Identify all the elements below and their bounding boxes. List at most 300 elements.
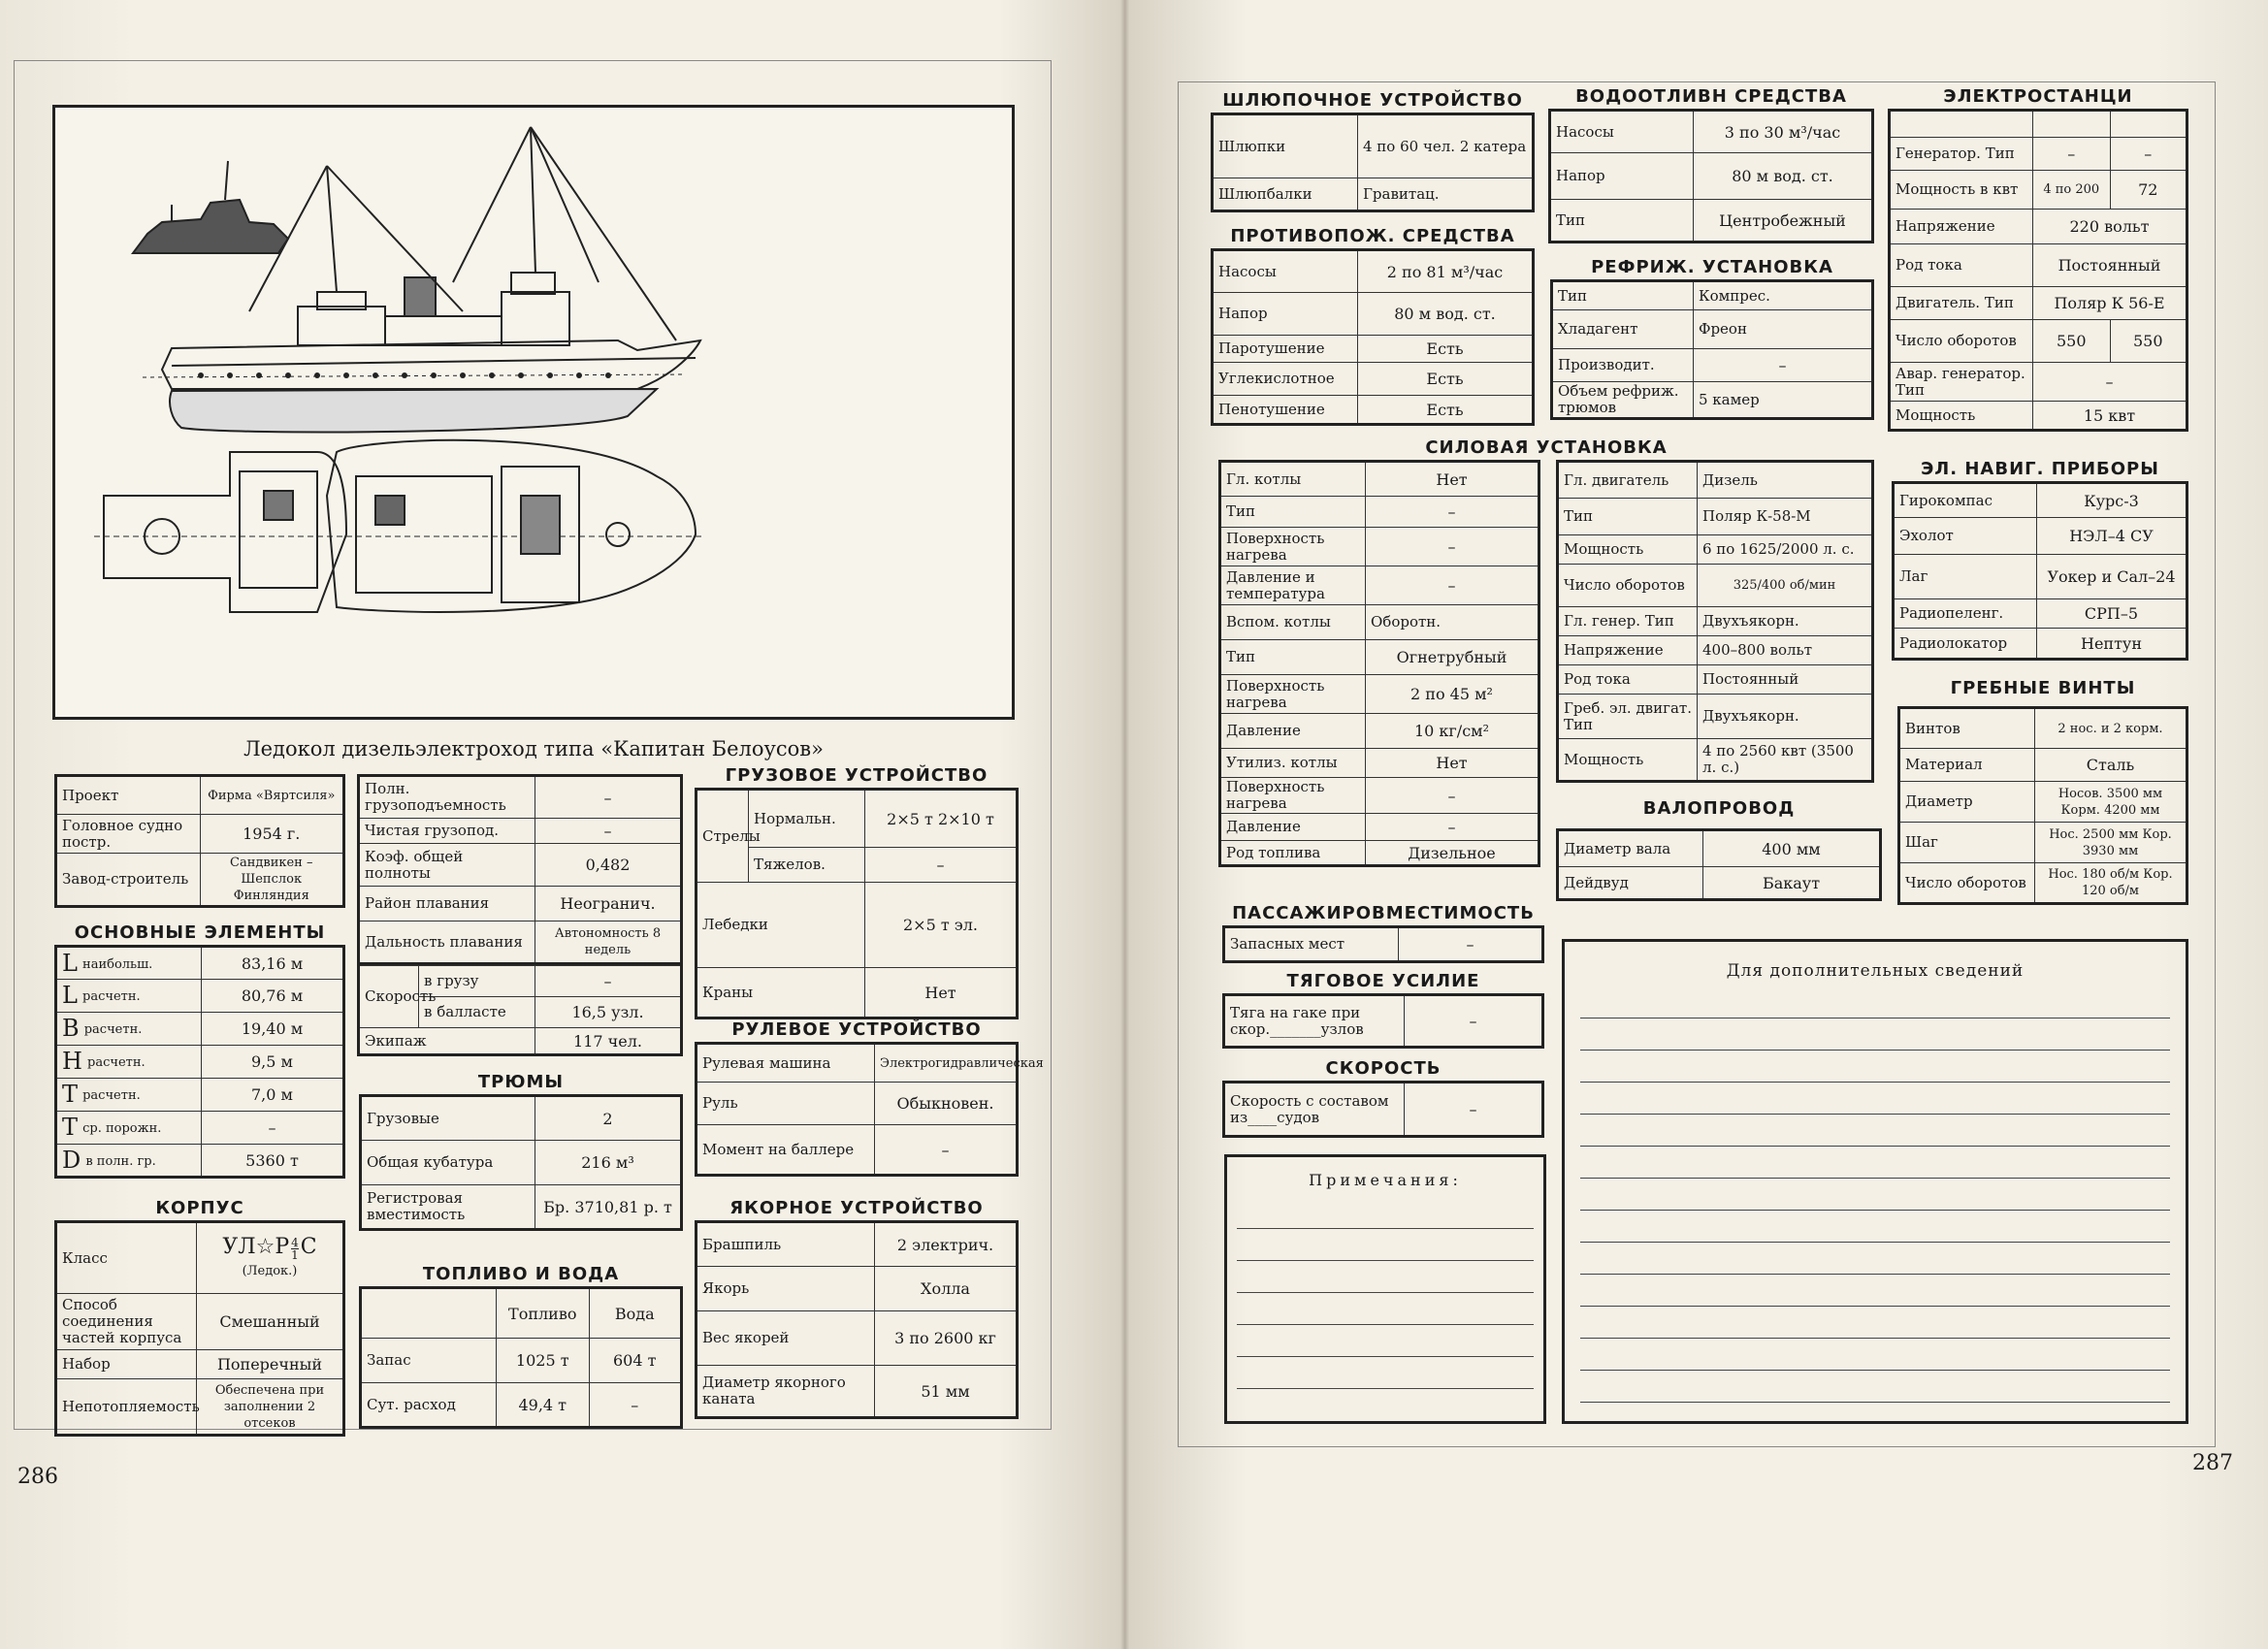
note-line[interactable] (1237, 1293, 1534, 1325)
holds-title: ТРЮМЫ (477, 1072, 565, 1092)
main-elements-title: ОСНОВНЫЕ ЭЛЕМЕНТЫ (74, 922, 326, 943)
fuel-value: 1025 т (497, 1339, 590, 1383)
fire-row-value: Есть (1358, 336, 1534, 363)
ps-row-label: Число оборотов (1890, 320, 2033, 363)
pp-row-value: – (1366, 528, 1539, 566)
fuel-row-label: Запас (361, 1339, 497, 1383)
pp-row-value: Постоянный (1698, 665, 1873, 695)
dim-label: расчетн. (87, 1055, 146, 1070)
anchor-row-value: 2 электрич. (875, 1222, 1018, 1267)
cranes-value: Нет (865, 968, 1018, 1018)
prop-row-value: Нос. 180 об/м Кор. 120 об/м (2035, 863, 2187, 904)
ps-row-label: Двигатель. Тип (1890, 287, 2033, 320)
speed-with-convoy-table (1222, 1081, 1544, 1138)
pp-row-label: Греб. эл. двигат. Тип (1558, 695, 1698, 739)
propellers-table (1897, 706, 2188, 905)
towing-value: – (1405, 995, 1543, 1048)
shaft-row-label: Диаметр вала (1558, 830, 1703, 867)
power-station-table (1888, 109, 2188, 432)
pp-row-value: 400–800 вольт (1698, 636, 1873, 665)
dim-label: наибольш. (82, 956, 153, 972)
crew-value: 117 чел. (535, 1028, 682, 1055)
fuel-water-block (359, 1263, 683, 1429)
note-line[interactable] (1237, 1325, 1534, 1357)
pp-row-label: Гл. двигатель (1558, 462, 1698, 499)
drawing-caption: Ледокол дизельэлектроход типа «Капитан Белоусов» (243, 737, 824, 760)
dim-value: 19,40 м (202, 1013, 344, 1046)
class-note: (Ледок.) (242, 1264, 298, 1278)
cargo-row-label: Коэф. общей полноты (359, 844, 535, 887)
info-line[interactable] (1580, 1275, 2170, 1307)
nav-row-value: СРП–5 (2037, 599, 2187, 629)
steering-row-label: Момент на баллере (697, 1125, 875, 1176)
fire-row-value: 80 м вод. ст. (1358, 293, 1534, 336)
passenger-block (1222, 902, 1544, 963)
pp-row-label: Тип (1220, 640, 1366, 675)
dim-label: расчетн. (83, 1022, 143, 1037)
cargo-row-value: Автономность 8 недель (535, 922, 682, 964)
fire-title: ПРОТИВОПОЖ. СРЕДСТВА (1230, 226, 1515, 246)
pp-row-value: Двухъякорн. (1698, 607, 1873, 636)
dim-symbol: B (62, 1015, 80, 1042)
fuel-row-label: Сут. расход (361, 1383, 497, 1428)
refrig-row-value: Фреон (1694, 310, 1873, 349)
pp-row-value: Нет (1366, 749, 1539, 778)
fire-row-label: Паротушение (1213, 336, 1358, 363)
hull-row-label: Способ соединения частей корпуса (56, 1294, 197, 1350)
passenger-title: ПАССАЖИРОВМЕСТИМОСТЬ (1232, 903, 1535, 923)
anchor-table (695, 1220, 1019, 1419)
pp-row-value: Оборотн. (1366, 605, 1539, 640)
pp-row-label: Давление и температура (1220, 566, 1366, 605)
dim-value: 80,76 м (202, 980, 344, 1013)
steering-table (695, 1042, 1044, 1177)
ship-drawing (52, 105, 1015, 720)
shaft-row-value: 400 мм (1703, 830, 1881, 867)
cargo-row-label: Дальность плавания (359, 922, 535, 964)
info-line[interactable] (1580, 1147, 2170, 1179)
speed-block (1222, 1057, 1544, 1138)
refrig-row-label: Производит. (1552, 349, 1694, 382)
info-line[interactable] (1580, 1018, 2170, 1051)
drainage-row-value: Центробежный (1694, 200, 1873, 242)
hull-table (54, 1220, 345, 1437)
water-header: Вода (589, 1288, 682, 1339)
dim-symbol: D (62, 1146, 81, 1174)
power-station-block (1888, 85, 2188, 432)
steering-row-label: Руль (697, 1083, 875, 1125)
project-value: Фирма «Вяртсиля» (200, 776, 344, 815)
note-line[interactable] (1237, 1261, 1534, 1293)
boats-block (1211, 89, 1535, 212)
class-label: Класс (56, 1222, 197, 1294)
dim-symbol: T (62, 1081, 79, 1108)
pp-row-label: Давление (1220, 814, 1366, 841)
speed-row-label: в грузу (419, 966, 535, 997)
boom-row-value: 2×5 т 2×10 т (865, 790, 1018, 848)
anchor-row-value: 51 мм (875, 1366, 1018, 1418)
cargo-row-value: – (535, 776, 682, 819)
pp-row-value: 325/400 об/мин (1698, 565, 1873, 607)
cranes-label: Краны (697, 968, 865, 1018)
info-line[interactable] (1580, 1083, 2170, 1115)
power-station-title: ЭЛЕКТРОСТАНЦИ (1943, 86, 2133, 107)
pp-row-value: Дизель (1698, 462, 1873, 499)
pp-row-label: Гл. генер. Тип (1558, 607, 1698, 636)
winches-label: Лебедки (697, 883, 865, 968)
pp-row-value: – (1366, 566, 1539, 605)
ps-cell (2033, 111, 2111, 138)
pp-row-value: 6 по 1625/2000 л. с. (1698, 535, 1873, 565)
towing-title: ТЯГОВОЕ УСИЛИЕ (1286, 971, 1480, 991)
winches-value: 2×5 т эл. (865, 883, 1018, 968)
shafting-title: ВАЛОПРОВОД (1642, 798, 1796, 819)
prop-row-value: Нос. 2500 мм Кор. 3930 мм (2035, 823, 2187, 863)
nav-row-label: Гирокомпас (1894, 483, 2037, 518)
fuel-header-empty (361, 1288, 497, 1339)
prop-row-label: Число оборотов (1899, 863, 2035, 904)
pp-row-label: Поверхность нагрева (1220, 528, 1366, 566)
pp-row-label: Поверхность нагрева (1220, 675, 1366, 714)
cargo-row-value: – (535, 819, 682, 844)
ps-row-value: 15 квт (2033, 402, 2187, 431)
pp-row-value: – (1366, 778, 1539, 814)
refrig-block (1550, 256, 1874, 420)
dim-symbol: L (62, 982, 78, 1009)
hull-row-value: Поперечный (197, 1350, 344, 1379)
ps-row-value: 4 по 200 (2033, 171, 2111, 210)
cargo-row-value: Неогранич. (535, 887, 682, 922)
power-plant-right-table (1556, 460, 1874, 783)
pp-row-label: Давление (1220, 714, 1366, 749)
ps-row-value: 220 вольт (2033, 210, 2187, 244)
boats-row-label: Шлюпки (1213, 114, 1358, 178)
ps-row-label: Напряжение (1890, 210, 2033, 244)
steering-row-value: Обыкновен. (875, 1083, 1018, 1125)
cargo-info-table (357, 774, 683, 965)
fire-block (1211, 225, 1535, 426)
additional-info-title: Для дополнительных сведений (1726, 961, 2025, 981)
boats-table (1211, 113, 1535, 212)
ps-row-value: 72 (2110, 171, 2187, 210)
main-elements-block (54, 922, 345, 1179)
info-line[interactable] (1580, 1371, 2170, 1403)
dim-symbol: H (62, 1048, 82, 1075)
ps-row-value: 550 (2033, 320, 2111, 363)
cargo-gear-title: ГРУЗОВОЕ УСТРОЙСТВО (725, 765, 988, 786)
fire-row-label: Насосы (1213, 250, 1358, 293)
project-info-table (54, 774, 345, 908)
passenger-row-label: Запасных мест (1224, 927, 1399, 962)
page-number-right: 287 (2192, 1451, 2233, 1475)
info-line[interactable] (1580, 1339, 2170, 1371)
note-line[interactable] (1237, 1197, 1534, 1229)
pp-row-label: Поверхность нагрева (1220, 778, 1366, 814)
ps-row-value: Постоянный (2033, 244, 2187, 287)
pp-row-label: Род тока (1558, 665, 1698, 695)
fire-row-value: 2 по 81 м³/час (1358, 250, 1534, 293)
fire-row-label: Углекислотное (1213, 363, 1358, 396)
speed-title: СКОРОСТЬ (1325, 1058, 1442, 1079)
shaft-row-label: Дейдвуд (1558, 867, 1703, 900)
cargo-row-label: Район плавания (359, 887, 535, 922)
nav-row-value: Уокер и Сал–24 (2037, 555, 2187, 599)
holds-table (359, 1094, 683, 1231)
refrig-row-label: Объем рефриж. трюмов (1552, 382, 1694, 419)
class-suffix: С (300, 1235, 317, 1259)
info-line[interactable] (1580, 1115, 2170, 1147)
hold-row-value: 216 м³ (535, 1141, 682, 1185)
pp-row-label: Мощность (1558, 739, 1698, 782)
prop-row-label: Винтов (1899, 708, 2035, 749)
pp-row-value: Дизельное (1366, 841, 1539, 866)
towing-label: Тяга на гаке при скор._______узлов (1224, 995, 1405, 1048)
pp-row-label: Гл. котлы (1220, 462, 1366, 497)
fire-row-value: Есть (1358, 363, 1534, 396)
dim-label: в полн. гр. (85, 1153, 156, 1169)
speed-row-value: 16,5 узл. (535, 997, 682, 1028)
refrig-row-label: Хладагент (1552, 310, 1694, 349)
dim-symbol: L (62, 949, 78, 977)
dim-value: 5360 т (202, 1145, 344, 1178)
fire-row-label: Пенотушение (1213, 396, 1358, 425)
refrig-row-value: 5 камер (1694, 382, 1873, 419)
prop-row-value: Носов. 3500 мм Корм. 4200 мм (2035, 782, 2187, 823)
main-elements-table (54, 945, 345, 1179)
boats-title: ШЛЮПОЧНОЕ УСТРОЙСТВО (1222, 90, 1523, 111)
towing-table (1222, 993, 1544, 1049)
hold-row-label: Грузовые (361, 1096, 535, 1141)
towing-block (1222, 970, 1544, 1049)
info-line[interactable] (1580, 1211, 2170, 1243)
hull-block (54, 1197, 345, 1437)
pp-row-label: Мощность (1558, 535, 1698, 565)
hull-row-value: Смешанный (197, 1294, 344, 1350)
ps-row-value: – (2110, 138, 2187, 171)
power-plant-title: СИЛОВАЯ УСТАНОВКА (1425, 437, 1668, 458)
prop-row-label: Материал (1899, 749, 2035, 782)
shipyard-value: Сандвикен – Шепслок Финляндия (200, 854, 344, 907)
prop-row-value: Сталь (2035, 749, 2187, 782)
ps-row-value: – (2033, 138, 2111, 171)
pp-row-label: Утилиз. котлы (1220, 749, 1366, 778)
boats-row-label: Шлюпбалки (1213, 178, 1358, 211)
hold-row-value: 2 (535, 1096, 682, 1141)
refrig-table (1550, 279, 1874, 420)
cargo-row-value: 0,482 (535, 844, 682, 887)
shafting-block (1556, 797, 1882, 901)
steering-row-value: Электрогидравлическая (875, 1044, 1018, 1083)
info-line[interactable] (1580, 986, 2170, 1018)
steering-title: РУЛЕВОЕ УСТРОЙСТВО (731, 1019, 982, 1040)
passenger-table (1222, 925, 1544, 963)
boats-row-value: Гравитац. (1358, 178, 1534, 211)
ps-row-label: Мощность в квт (1890, 171, 2033, 210)
hold-row-value: Бр. 3710,81 р. т (535, 1185, 682, 1230)
ps-row-label: Мощность (1890, 402, 2033, 431)
steering-block (695, 1018, 1044, 1177)
hull-title: КОРПУС (155, 1198, 244, 1218)
water-value: 604 т (589, 1339, 682, 1383)
drainage-row-value: 3 по 30 м³/час (1694, 111, 1873, 153)
info-line[interactable] (1580, 1051, 2170, 1083)
boom-row-value: – (865, 848, 1018, 883)
project-label: Проект (56, 776, 201, 815)
anchor-row-label: Диаметр якорного каната (697, 1366, 875, 1418)
pp-row-value: – (1366, 497, 1539, 528)
page-number-left: 286 (17, 1465, 58, 1489)
nav-instruments-title: ЭЛ. НАВИГ. ПРИБОРЫ (1921, 459, 2159, 479)
anchor-row-label: Вес якорей (697, 1311, 875, 1366)
dim-value: 7,0 м (202, 1079, 344, 1112)
notes-block (1224, 1154, 1546, 1424)
ps-row-label: Генератор. Тип (1890, 138, 2033, 171)
pp-row-label: Тип (1558, 499, 1698, 535)
anchor-title: ЯКОРНОЕ УСТРОЙСТВО (729, 1198, 984, 1218)
drainage-row-label: Насосы (1550, 111, 1694, 153)
cargo-row-label: Чистая грузопод. (359, 819, 535, 844)
drainage-block (1548, 85, 1874, 243)
speed-label: Скорость (359, 966, 419, 1028)
class-frac-den: 1 (291, 1248, 299, 1262)
hold-row-label: Общая кубатура (361, 1141, 535, 1185)
nav-instruments-table (1892, 481, 2188, 661)
convoy-speed-value: – (1405, 1083, 1543, 1137)
water-value: – (589, 1383, 682, 1428)
pp-row-value: Двухъякорн. (1698, 695, 1873, 739)
refrig-row-value: – (1694, 349, 1873, 382)
anchor-row-value: 3 по 2600 кг (875, 1311, 1018, 1366)
refrig-row-value: Компрес. (1694, 281, 1873, 310)
fire-table (1211, 248, 1535, 426)
hull-row-label: Набор (56, 1350, 197, 1379)
refrig-row-label: Тип (1552, 281, 1694, 310)
ps-row-value: 550 (2110, 320, 2187, 363)
steering-row-label: Рулевая машина (697, 1044, 875, 1083)
anchor-block (695, 1197, 1019, 1419)
pp-row-value: Нет (1366, 462, 1539, 497)
pp-row-label: Род топлива (1220, 841, 1366, 866)
drainage-row-value: 80 м вод. ст. (1694, 153, 1873, 200)
shaft-row-value: Бакаут (1703, 867, 1881, 900)
crew-label: Экипаж (359, 1028, 535, 1055)
fire-row-label: Напор (1213, 293, 1358, 336)
speed-row-value: – (535, 966, 682, 997)
drainage-row-label: Напор (1550, 153, 1694, 200)
propellers-title: ГРЕБНЫЕ ВИНТЫ (1950, 678, 2136, 698)
lead-ship-value: 1954 г. (200, 815, 344, 854)
class-symbol: УЛ☆Р (222, 1235, 290, 1259)
cargo-info-block (357, 774, 683, 1056)
shafting-table (1556, 828, 1882, 901)
prop-row-value: 2 нос. и 2 корм. (2035, 708, 2187, 749)
propellers-block (1897, 677, 2188, 905)
booms-label: Стрелы (697, 790, 749, 883)
hull-row-label: Непотопляемость (56, 1379, 197, 1436)
ps-row-value: Поляр К 56-Е (2033, 287, 2187, 320)
speed-row-label: в балласте (419, 997, 535, 1028)
dim-value: – (202, 1112, 344, 1145)
hold-row-label: Регистровая вместимость (361, 1185, 535, 1230)
ps-row-label: Род тока (1890, 244, 2033, 287)
nav-row-label: Эхолот (1894, 518, 2037, 555)
dim-label: ср. порожн. (82, 1121, 162, 1136)
cargo-row-label: Полн. грузоподъемность (359, 776, 535, 819)
pp-row-label: Тип (1220, 497, 1366, 528)
dim-label: расчетн. (82, 1088, 141, 1103)
pp-row-label: Число оборотов (1558, 565, 1698, 607)
pp-row-value: Огнетрубный (1366, 640, 1539, 675)
info-line[interactable] (1580, 1307, 2170, 1339)
pp-row-label: Напряжение (1558, 636, 1698, 665)
pp-row-value: 4 по 2560 квт (3500 л. с.) (1698, 739, 1873, 782)
info-line[interactable] (1580, 1243, 2170, 1275)
anchor-row-label: Якорь (697, 1267, 875, 1311)
fuel-water-table (359, 1286, 683, 1429)
dim-label: расчетн. (82, 989, 141, 1004)
nav-row-value: Курс-3 (2037, 483, 2187, 518)
prop-row-label: Диаметр (1899, 782, 2035, 823)
nav-instruments-block (1892, 458, 2188, 661)
fuel-water-title: ТОПЛИВО И ВОДА (422, 1264, 620, 1284)
boats-row-value: 4 по 60 чел. 2 катера (1358, 114, 1534, 178)
ps-cell (1890, 111, 2033, 138)
additional-info-block (1562, 939, 2188, 1424)
drainage-title: ВОДООТЛИВН СРЕДСТВА (1575, 86, 1847, 107)
anchor-row-label: Брашпиль (697, 1222, 875, 1267)
convoy-speed-label: Скорость с составом из____судов (1224, 1083, 1405, 1137)
nav-row-label: Лаг (1894, 555, 2037, 599)
cargo-gear-block (695, 764, 1019, 1019)
nav-row-value: НЭЛ–4 СУ (2037, 518, 2187, 555)
shipyard-label: Завод-строитель (56, 854, 201, 907)
fuel-value: 49,4 т (497, 1383, 590, 1428)
fire-row-value: Есть (1358, 396, 1534, 425)
nav-row-value: Нептун (2037, 629, 2187, 660)
boom-row-label: Нормальн. (749, 790, 865, 848)
boom-row-label: Тяжелов. (749, 848, 865, 883)
dim-symbol: T (62, 1114, 79, 1141)
fuel-header: Топливо (497, 1288, 590, 1339)
class-frac-num: 4 (291, 1236, 299, 1249)
steering-row-value: – (875, 1125, 1018, 1176)
prop-row-label: Шаг (1899, 823, 2035, 863)
info-line[interactable] (1580, 1179, 2170, 1211)
power-plant-left-table (1218, 460, 1540, 867)
nav-row-label: Радиолокатор (1894, 629, 2037, 660)
holds-block (359, 1071, 683, 1231)
ps-row-label: Авар. генератор. Тип (1890, 363, 2033, 402)
pp-row-value: Поляр К-58-М (1698, 499, 1873, 535)
pp-row-value: 2 по 45 м² (1366, 675, 1539, 714)
lead-ship-label: Головное судно постр. (56, 815, 201, 854)
ps-row-value: – (2033, 363, 2187, 402)
dim-value: 9,5 м (202, 1046, 344, 1079)
note-line[interactable] (1237, 1357, 1534, 1389)
nav-row-label: Радиопеленг. (1894, 599, 2037, 629)
note-line[interactable] (1237, 1229, 1534, 1261)
passenger-row-value: – (1399, 927, 1543, 962)
pp-row-value: 10 кг/см² (1366, 714, 1539, 749)
drainage-table (1548, 109, 1874, 243)
drainage-row-label: Тип (1550, 200, 1694, 242)
speed-table (357, 965, 683, 1056)
anchor-row-value: Холла (875, 1267, 1018, 1311)
pp-row-label: Вспом. котлы (1220, 605, 1366, 640)
ps-cell (2110, 111, 2187, 138)
project-info-block (54, 774, 345, 908)
refrig-title: РЕФРИЖ. УСТАНОВКА (1591, 257, 1833, 277)
